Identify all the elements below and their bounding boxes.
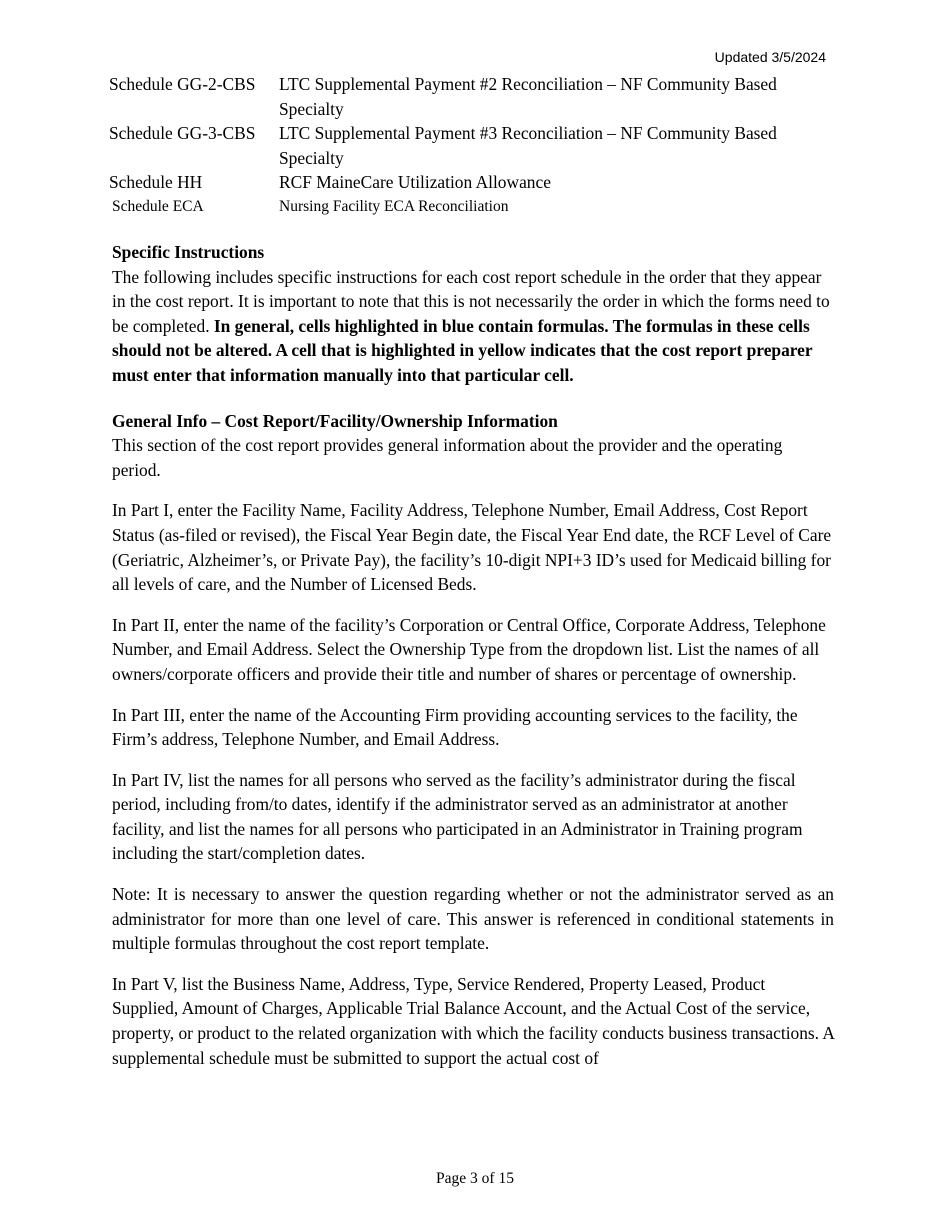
schedule-row-gg-2-cbs xyxy=(109,72,839,121)
specific-instructions-text: The following includes specific instructions for each cost report schedule in the order that they appear in the cost report. It is important to note that this is not necessarily the order in which the forms need to be completed. xyxy=(112,266,830,336)
note-paragraph: Note: It is necessary to answer the question regarding whether or not the administrator served as an administrator for more than one level of care. This answer is referenced in conditional statements in multiple formulas throughout the cost report template. xyxy=(112,884,834,954)
updated-date: Updated 3/5/2024 xyxy=(714,49,826,65)
schedule-code: Schedule GG-2-CBS xyxy=(109,74,256,94)
schedule-row-gg-3-cbs xyxy=(109,121,839,170)
general-info-heading: General Info – Cost Report/Facility/Ownership Information xyxy=(112,410,558,431)
specific-instructions-bold-text: In general, cells highlighted in blue contain formulas. The formulas in these cells should not be altered. A cell that is highlighted in yellow indicates that the cost report preparer must enter that information manually into that particular cell. xyxy=(112,315,813,385)
schedule-description: Nursing Facility ECA Reconciliation xyxy=(279,197,509,215)
specific-instructions-heading: Specific Instructions xyxy=(112,242,265,262)
part-2-paragraph: In Part II, enter the name of the facility’s Corporation or Central Office, Corporate Address, Telephone Number, and Email Address. Select the Ownership Type from the dropdown list. List the names of all owners/corporate officers and provide their title and number of shares or percentage of ownership. xyxy=(112,614,826,684)
part-3-paragraph: In Part III, enter the name of the Accounting Firm providing accounting services to the facility, the Firm’s address, Telephone Number, and Email Address. xyxy=(112,704,798,750)
page-number: Page 3 of 15 xyxy=(436,1170,514,1187)
part-4-paragraph: In Part IV, list the names for all persons who served as the facility’s administrator during the fiscal period, including from/to dates, identify if the administrator served as an administrator at another facility, and list the names for all persons who participated in an Administrator in Training program including the start/completion dates. xyxy=(112,769,803,864)
part-5-paragraph: In Part V, list the Business Name, Address, Type, Service Rendered, Property Leased, Product Supplied, Amount of Charges, Applicable Trial Balance Account, and the Actual Cost of the service, property, or product to the related organization with which the facility conducts business transactions. A supplemental schedule must be submitted to support the actual cost of xyxy=(112,973,835,1068)
schedule-description: LTC Supplemental Payment #2 Reconciliation – NF Community Based Specialty xyxy=(279,74,777,119)
schedule-row-hh xyxy=(109,170,839,195)
schedule-description: LTC Supplemental Payment #3 Reconciliation – NF Community Based Specialty xyxy=(279,123,777,168)
schedule-code: Schedule HH xyxy=(109,172,203,192)
schedule-row-eca xyxy=(109,195,839,219)
schedule-code: Schedule GG-3-CBS xyxy=(109,123,256,143)
schedule-description: RCF MaineCare Utilization Allowance xyxy=(279,172,551,192)
schedule-list xyxy=(109,72,839,219)
part-1-paragraph: In Part I, enter the Facility Name, Facility Address, Telephone Number, Email Address, Cost Report Status (as-filed or revised), the Fiscal Year Begin date, the Fiscal Year End date, the RCF Level of Care (Geriatric, Alzheimer’s, or Private Pay), the facility’s 10-digit NPI+3 ID’s used for Medicaid billing for all levels of care, and the Number of Licensed Beds. xyxy=(112,500,832,595)
general-info-intro: This section of the cost report provides general information about the provider and the operating period. xyxy=(112,435,783,480)
specific-instructions-paragraph xyxy=(112,265,834,388)
document-body xyxy=(112,240,834,1070)
schedule-code: Schedule ECA xyxy=(112,197,204,215)
